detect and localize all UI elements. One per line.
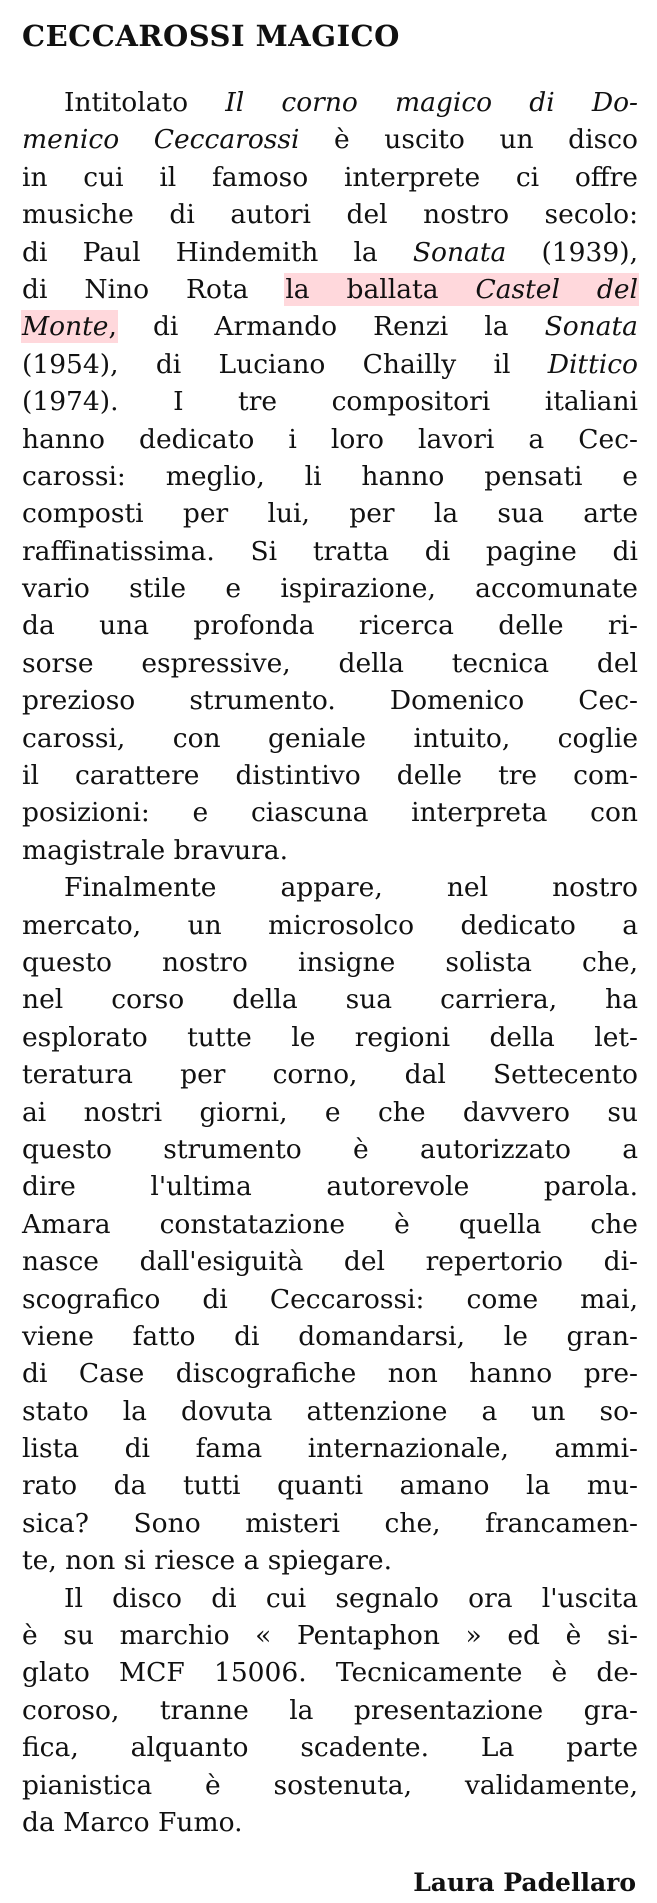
text-line: mercato, un microsolco dedicato a xyxy=(22,909,638,941)
text-line: in cui il famoso interprete ci offre xyxy=(22,161,638,193)
text-line: questo strumento è autorizzato a xyxy=(22,1133,638,1165)
text-line: musiche di autori del nostro secolo: xyxy=(22,199,638,231)
text-line: prezioso strumento. Domenico Cec- xyxy=(22,685,638,717)
text-line: lista di fama internazionale, ammi- xyxy=(22,1433,638,1465)
text-line: vario stile e ispirazione, accomunate xyxy=(22,573,638,605)
text-line: nel corso della sua carriera, ha xyxy=(22,984,638,1016)
text-line: carossi, con geniale intuito, coglie xyxy=(22,722,638,754)
text-line: nasce dall'esiguità del repertorio di- xyxy=(22,1246,638,1278)
text-line: posizioni: e ciascuna interpreta con xyxy=(22,797,638,829)
text-line: te, non si riesce a spiegare. xyxy=(22,1545,393,1577)
text-line: magistrale bravura. xyxy=(22,834,289,866)
text-line: il carattere distintivo delle tre com- xyxy=(22,760,638,792)
paragraph xyxy=(22,869,638,1579)
text-line: sica? Sono misteri che, francamen- xyxy=(22,1507,638,1539)
text-line: coroso, tranne la presentazione gra- xyxy=(22,1694,638,1726)
text-line: pianistica è sostenuta, validamente, xyxy=(22,1769,638,1801)
paragraph xyxy=(22,84,638,869)
text-line: da una profonda ricerca delle ri- xyxy=(22,610,638,642)
text-line: Monte, di Armando Renzi la Sonata xyxy=(22,311,638,343)
text-line: glato MCF 15006. Tecnicamente è de- xyxy=(22,1657,638,1689)
text-line: stato la dovuta attenzione a un so- xyxy=(22,1395,638,1427)
article xyxy=(22,14,638,1903)
text-line: scografico di Ceccarossi: come mai, xyxy=(22,1283,638,1315)
text-line: carossi: meglio, li hanno pensati e xyxy=(22,460,638,492)
text-line: viene fatto di domandarsi, le gran- xyxy=(22,1320,638,1352)
paragraph xyxy=(22,1580,638,1842)
text-line: raffinatissima. Si tratta di pagine di xyxy=(22,535,638,567)
text-line: rato da tutti quanti amano la mu- xyxy=(22,1470,638,1502)
author-signature: Laura Padellaro xyxy=(413,1868,636,1898)
text-line: esplorato tutte le regioni della let- xyxy=(22,1021,638,1053)
text-line: di Nino Rota la ballata Castel del xyxy=(22,273,638,305)
text-line: dire l'ultima autorevole parola. xyxy=(22,1171,638,1203)
text-line: questo nostro insigne solista che, xyxy=(22,946,638,978)
text-line: Finalmente appare, nel nostro xyxy=(64,872,638,904)
text-line: di Paul Hindemith la Sonata (1939), xyxy=(22,236,638,268)
text-line: Amara constatazione è quella che xyxy=(22,1208,638,1240)
text-line: hanno dedicato i loro lavori a Cec- xyxy=(22,423,638,455)
text-line: fica, alquanto scadente. La parte xyxy=(22,1732,638,1764)
text-line: (1974). I tre compositori italiani xyxy=(22,386,638,418)
text-line: ai nostri giorni, e che davvero su xyxy=(22,1096,638,1128)
text-line: di Case discografiche non hanno pre- xyxy=(22,1358,638,1390)
text-line: Intitolato Il corno magico di Do- xyxy=(64,87,638,118)
text-line: da Marco Fumo. xyxy=(22,1806,243,1838)
text-line: Il disco di cui segnalo ora l'uscita xyxy=(64,1582,638,1614)
text-line: è su marchio « Pentaphon » ed è si- xyxy=(22,1620,638,1652)
text-line: (1954), di Luciano Chailly il Dittico xyxy=(22,348,638,380)
headline: CECCAROSSI MAGICO xyxy=(22,19,400,53)
text-line: composti per lui, per la sua arte xyxy=(22,498,638,530)
text-line: teratura per corno, dal Settecento xyxy=(22,1059,638,1091)
text-line: sorse espressive, della tecnica del xyxy=(22,647,638,679)
article-body xyxy=(22,84,638,1841)
text-line: menico Ceccarossi è uscito un disco xyxy=(22,124,639,156)
